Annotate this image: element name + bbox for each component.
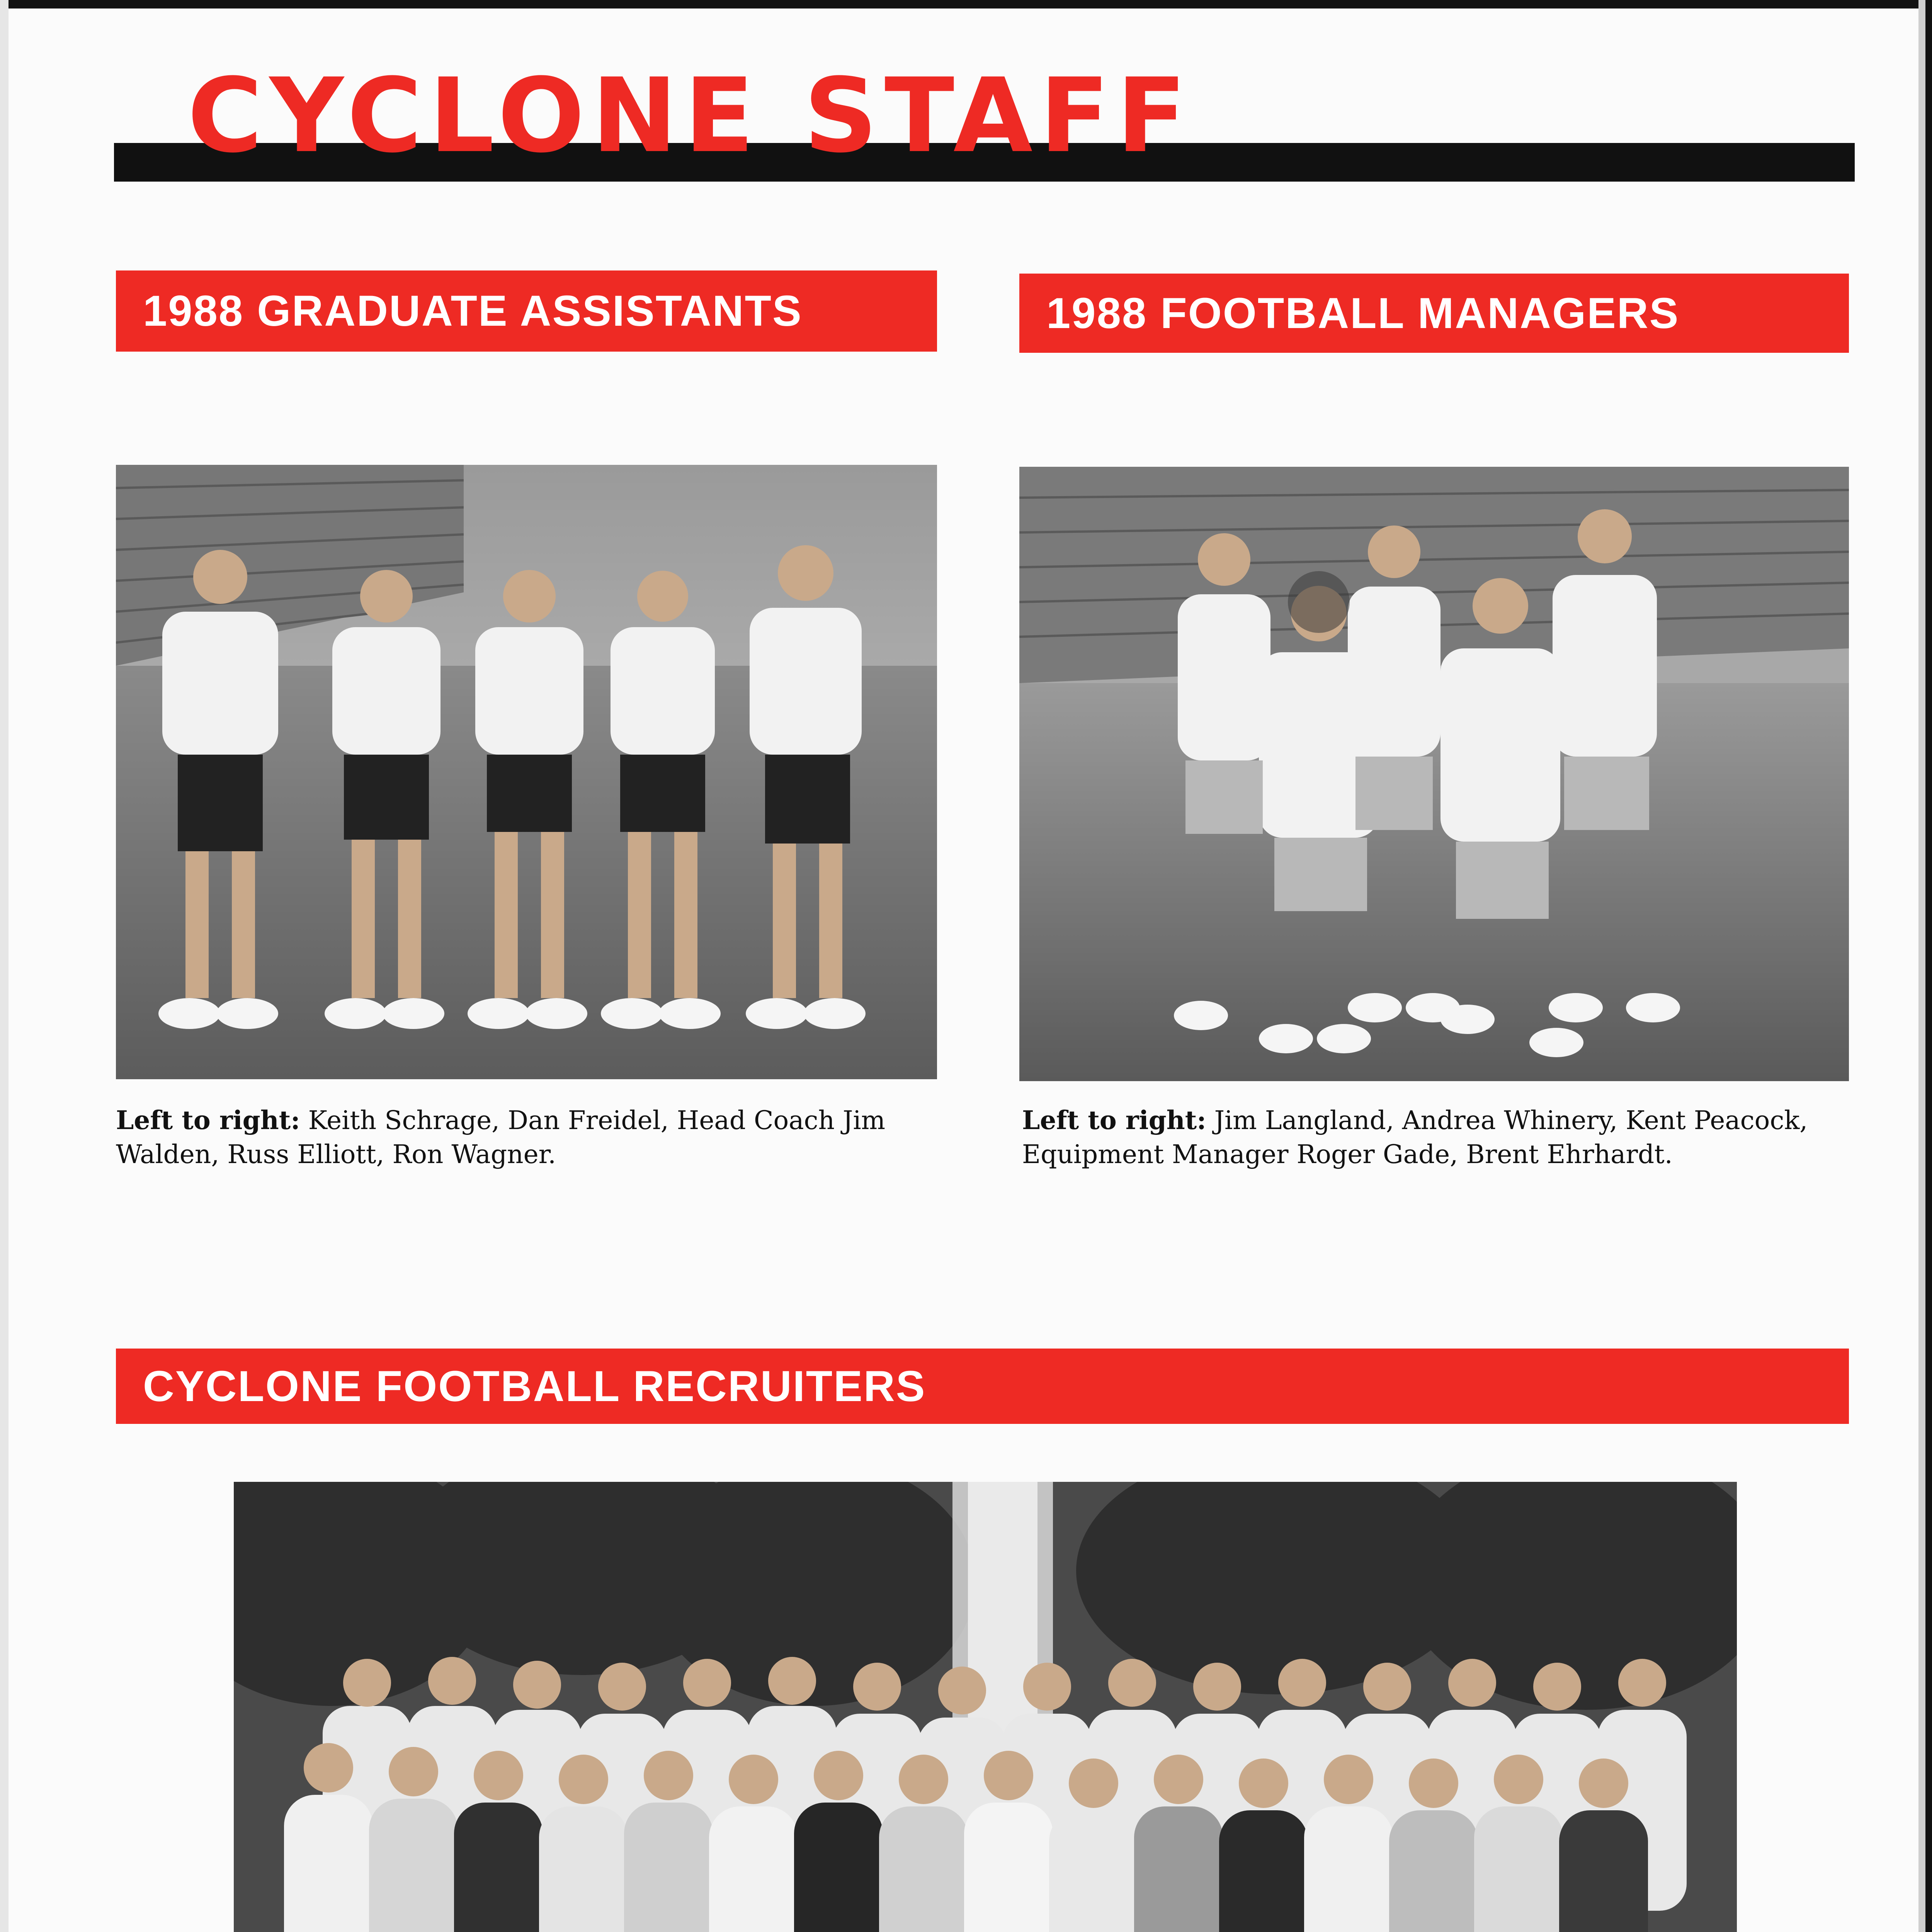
football-managers-heading	[1019, 274, 1849, 353]
page-title: CYCLONE STAFF	[187, 56, 1194, 175]
graduate-assistants-heading-text: 1988 GRADUATE ASSISTANTS	[143, 287, 803, 335]
football-managers-heading-text: 1988 FOOTBALL MANAGERS	[1046, 289, 1680, 337]
page-left-edge	[0, 0, 9, 1932]
graduate-assistants-caption-text: Keith Schrage, Dan Freidel, Head Coach Jim Walden, Russ Elliott, Ron Wagner.	[116, 1105, 886, 1169]
page-right-shadow	[1918, 0, 1925, 1932]
graduate-assistants-caption-label: Left to right:	[116, 1105, 300, 1135]
football-managers-caption	[1022, 1103, 1857, 1172]
recruiters-heading	[116, 1349, 1849, 1424]
graduate-assistants-photo	[116, 465, 937, 1079]
graduate-assistants-caption	[116, 1103, 937, 1172]
graduate-assistants-heading	[116, 270, 937, 352]
page-right-edge	[1925, 0, 1932, 1932]
football-managers-caption-text: Jim Langland, Andrea Whinery, Kent Peacock, Equipment Manager Roger Gade, Brent Ehrhardt.	[1022, 1105, 1808, 1169]
recruiters-photo	[234, 1482, 1737, 1932]
football-managers-caption-label: Left to right:	[1022, 1105, 1206, 1135]
recruiters-heading-text: CYCLONE FOOTBALL RECRUITERS	[143, 1362, 926, 1410]
page-top-edge	[0, 0, 1932, 9]
football-managers-photo	[1019, 467, 1849, 1081]
